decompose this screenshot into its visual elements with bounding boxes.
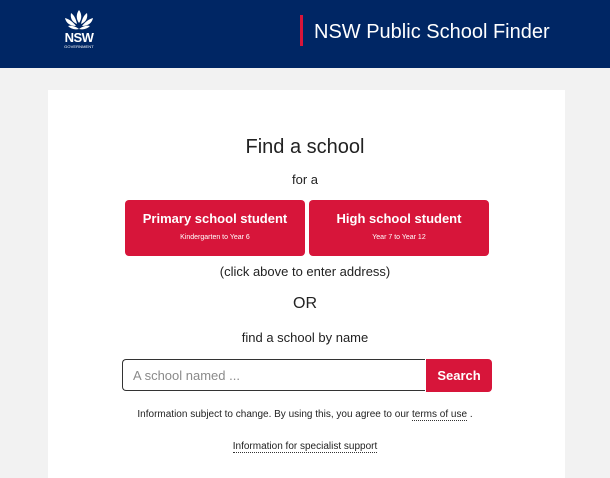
site-header — [0, 0, 610, 68]
specialist-support-link[interactable]: Information for specialist support — [232, 441, 378, 452]
primary-school-button[interactable] — [125, 200, 305, 256]
for-a-label: for a — [291, 172, 318, 187]
find-by-name-label: find a school by name — [241, 330, 369, 345]
click-hint: (click above to enter address) — [219, 264, 391, 279]
disclaimer-suffix: . — [469, 409, 473, 420]
primary-school-button-label: Primary school student — [142, 211, 288, 226]
logo-subtext: GOVERNMENT — [64, 44, 94, 49]
or-divider-text: OR — [293, 295, 317, 312]
specialist-support-row — [0, 440, 610, 454]
search-button[interactable]: Search — [426, 359, 492, 392]
high-school-button-sublabel: Year 7 to Year 12 — [372, 234, 426, 241]
primary-school-button-sublabel: Kindergarten to Year 6 — [180, 234, 250, 241]
header-divider — [300, 15, 303, 46]
page-heading: Find a school — [245, 136, 365, 158]
site-title[interactable]: NSW Public School Finder — [314, 21, 550, 43]
high-school-button-label: High school student — [336, 211, 462, 226]
terms-of-use-link[interactable]: terms of use — [412, 409, 468, 420]
disclaimer-text — [0, 408, 610, 422]
disclaimer-prefix: Information subject to change. By using this, you agree to our — [137, 409, 410, 420]
high-school-button[interactable] — [309, 200, 489, 256]
school-name-search-input[interactable] — [122, 359, 425, 391]
logo-wordmark: NSW — [64, 30, 94, 45]
